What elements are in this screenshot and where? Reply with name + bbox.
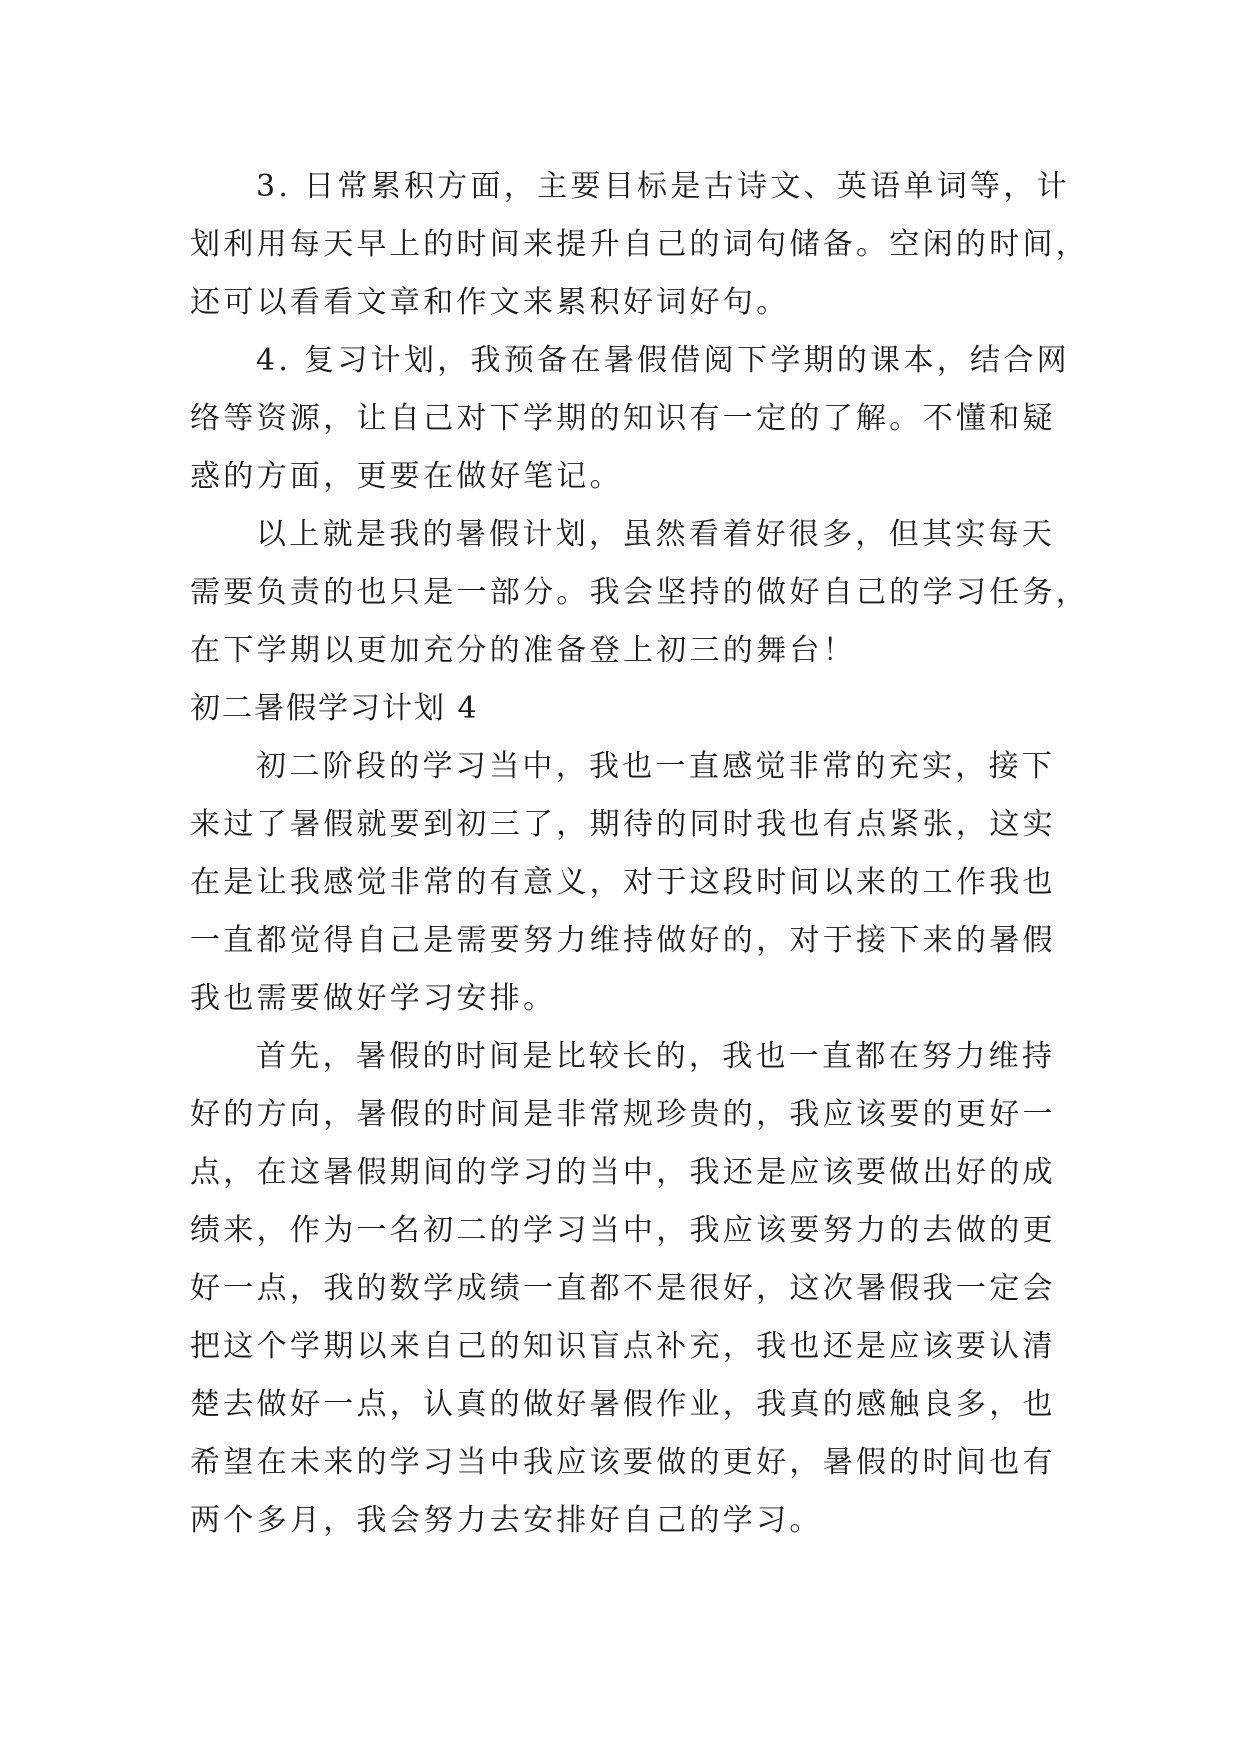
para-2-line-3: 点，在这暑假期间的学习的当中，我还是应该要做出好的成 — [190, 1155, 1056, 1190]
summary-line-2: 需要负责的也只是一部分。我会坚持的做好自己的学习任务， — [190, 575, 1090, 610]
section-heading: 初二暑假学习计划 4 — [190, 691, 479, 726]
summary-line-3: 在下学期以更加充分的准备登上初三的舞台！ — [190, 633, 856, 668]
item-3-line-1: 3. 日常累积方面，主要目标是古诗文、英语单词等，计 — [256, 169, 1070, 204]
para-2-line-1: 首先，暑假的时间是比较长的，我也一直都在努力维持 — [256, 1039, 1056, 1074]
para-2-line-9: 两个多月，我会努力去安排好自己的学习。 — [190, 1503, 823, 1538]
para-2-line-8: 希望在未来的学习当中我应该要做的更好，暑假的时间也有 — [190, 1445, 1056, 1480]
item-4-line-2: 络等资源，让自己对下学期的知识有一定的了解。不懂和疑 — [190, 401, 1056, 436]
para-1-line-1: 初二阶段的学习当中，我也一直感觉非常的充实，接下 — [256, 749, 1056, 784]
para-2-line-7: 楚去做好一点，认真的做好暑假作业，我真的感触良多，也 — [190, 1387, 1056, 1422]
item-3-line-3: 还可以看看文章和作文来累积好词好句。 — [190, 285, 790, 320]
item-4-line-1: 4. 复习计划，我预备在暑假借阅下学期的课本，结合网 — [256, 343, 1070, 378]
para-1-line-5: 我也需要做好学习安排。 — [190, 981, 557, 1016]
summary-line-1: 以上就是我的暑假计划，虽然看着好很多，但其实每天 — [256, 517, 1056, 552]
para-1-line-4: 一直都觉得自己是需要努力维持做好的，对于接下来的暑假 — [190, 923, 1056, 958]
para-1-line-3: 在是让我感觉非常的有意义，对于这段时间以来的工作我也 — [190, 865, 1056, 900]
para-2-line-2: 好的方向，暑假的时间是非常规珍贵的，我应该要的更好一 — [190, 1097, 1056, 1132]
para-2-line-6: 把这个学期以来自己的知识盲点补充，我也还是应该要认清 — [190, 1329, 1056, 1364]
para-1-line-2: 来过了暑假就要到初三了，期待的同时我也有点紧张，这实 — [190, 807, 1056, 842]
para-2-line-5: 好一点，我的数学成绩一直都不是很好，这次暑假我一定会 — [190, 1271, 1056, 1306]
item-4-line-3: 惑的方面，更要在做好笔记。 — [190, 459, 623, 494]
item-3-line-2: 划利用每天早上的时间来提升自己的词句储备。空闲的时间， — [190, 227, 1090, 262]
para-2-line-4: 绩来，作为一名初二的学习当中，我应该要努力的去做的更 — [190, 1213, 1056, 1248]
